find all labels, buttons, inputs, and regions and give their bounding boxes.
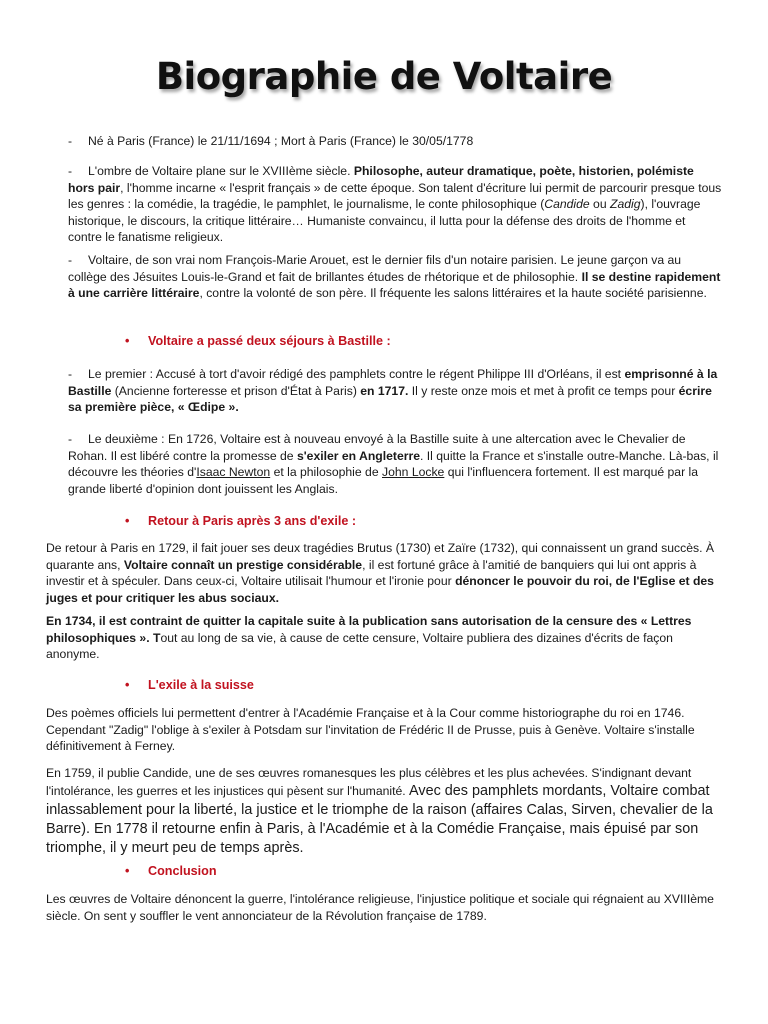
- text-run: L'ombre de Voltaire plane sur le XVIIIème siècle.: [88, 164, 354, 178]
- bold-run: En 1734, il est contraint de quitter la capitale suite à la publication sans autorisation de la censure des « Lettres philosophiques ». T: [46, 614, 692, 645]
- large-text-run: Avec des pamphlets mordants, Voltaire combat inlassablement pour la liberté, la justice et le triomphe de la raison (affaires Calas, Sirven, chevalier de la Barre). En 1778 il retourne enfin à Paris, à l'Académie et à la Comédie Française, mais épuisé par son triomphe, il y meurt peu de temps après.: [46, 782, 713, 856]
- text-run: Le deuxième : En 1726, Voltaire est à nouveau envoyé à la Bastille suite à une altercation avec le Chevalier de Rohan. Il est libéré contre la promesse de: [68, 432, 686, 463]
- heading-label: Voltaire a passé deux séjours à Bastille :: [148, 334, 391, 348]
- text-run: out au long de sa vie, à cause de cette censure, Voltaire publiera des dizaines d'écrits de façon anonyme.: [46, 630, 673, 662]
- bold-run: écrire sa première pièce, « Œdipe ».: [68, 383, 712, 415]
- italic-run: Candide: [544, 197, 590, 212]
- bold-run: dénoncer le pouvoir du roi, de l'Eglise et des juges et pour critiquer les abus sociaux.: [46, 574, 714, 605]
- intro-paragraph: [68, 163, 722, 246]
- section-heading-conclusion: [125, 863, 217, 880]
- candide-paragraph: [46, 765, 724, 858]
- bold-run: s'exiler en Angleterre: [296, 448, 421, 463]
- conclusion-paragraph: Les œuvres de Voltaire dénoncent la guerre, l'intolérance religieuse, l'injustice politique et sociale qui régnaient au XVIIIème siècle. On sent y souffler le vent annonciateur de la Révolution française de 1789.: [46, 892, 714, 923]
- return-paragraph: [46, 540, 724, 606]
- text-run: , il est fortuné grâce à l'amitié de banquiers qui lui ont appris à investir et à spéculer. Dans ceux-ci, Voltaire utilisait l'humour et l'ironie pour: [46, 557, 697, 589]
- bullet-marker: •: [125, 864, 130, 878]
- dash-marker: -: [68, 367, 73, 381]
- bold-run: Il se destine rapidement à une carrière littéraire: [68, 269, 721, 301]
- text-run: De retour à Paris en 1729, il fait jouer ses deux tragédies Brutus (1730) et Zaïre (1732), qui connaissent un grand succès. À quarante ans,: [46, 541, 714, 572]
- link-john-locke[interactable]: John Locke: [382, 465, 445, 480]
- birth-death-text: Né à Paris (France) le 21/11/1694 ; Mort à Paris (France) le 30/05/1778: [88, 134, 474, 148]
- text-run: Il y reste onze mois et met à profit ce temps pour: [408, 383, 679, 398]
- section-heading-suisse: [125, 677, 254, 694]
- text-run: et la philosophie de: [270, 465, 382, 480]
- text-run: Le premier : Accusé à tort d'avoir rédigé des pamphlets contre le régent Philippe III d'Orléans, il est: [88, 367, 625, 381]
- text-run: , contre la volonté de son père. Il fréquente les salons littéraires et la haute société parisienne.: [199, 286, 707, 301]
- link-isaac-newton[interactable]: Isaac Newton: [196, 465, 271, 480]
- early-life-paragraph: [68, 252, 722, 302]
- second-stay-paragraph: [68, 431, 722, 497]
- text-run: qui l'influencera fortement. Il est marqué par la grande liberté d'opinion dont jouissent les Anglais.: [68, 465, 698, 496]
- first-stay-paragraph: [68, 366, 722, 416]
- text-run: , l'homme incarne « l'esprit français » de cette époque. Son talent d'écriture lui permit de parcourir presque tous les genres : la comédie, la tragédie, le pamphlet, le journalisme, le conte philosophique (: [68, 180, 722, 212]
- section-heading-bastille: [125, 333, 391, 350]
- bullet-marker: •: [125, 514, 130, 528]
- dash-marker: -: [68, 253, 73, 267]
- heading-label: Conclusion: [148, 864, 217, 878]
- italic-run: Zadig: [610, 197, 641, 212]
- text-run: (Ancienne forteresse et prison d'État à Paris): [111, 383, 361, 398]
- bold-run: emprisonné à la Bastille: [68, 367, 718, 398]
- text-run: ou: [589, 197, 611, 212]
- bold-run: Voltaire connaît un prestige considérable: [123, 557, 363, 572]
- bold-run: en 1717.: [360, 383, 409, 398]
- bullet-marker: •: [125, 334, 130, 348]
- dash-marker: -: [68, 134, 73, 148]
- dash-marker: -: [68, 164, 73, 178]
- text-run: En 1759, il publie Candide, une de ses œuvres romanesques les plus célèbres et les plus achevées. S'indignant devant l'intolérance, les guerres et les injustices qui pèsent sur l'humanité.: [46, 766, 692, 798]
- bold-run: Philosophe, auteur dramatique, poète, historien, polémiste hors pair: [68, 164, 694, 195]
- text-run: ), l'ouvrage historique, le discours, la critique littéraire… Humaniste convaincu, il lutta pour la défense des droits de l'homme et contre le fanatisme religieux.: [68, 197, 701, 245]
- text-run: Voltaire, de son vrai nom François-Marie Arouet, est le dernier fils d'un notaire parisien. Le jeune garçon va au collège des Jésuites Louis-le-Grand et fait de brillantes études de rhétorique et de philosophie.: [68, 253, 682, 284]
- heading-label: Retour à Paris après 3 ans d'exile :: [148, 514, 357, 528]
- birth-death-line: [68, 133, 722, 150]
- dash-marker: -: [68, 432, 73, 446]
- censorship-paragraph: [46, 613, 724, 663]
- bullet-marker: •: [125, 678, 130, 692]
- section-heading-retour: [125, 513, 356, 530]
- heading-label: L'exile à la suisse: [148, 678, 254, 692]
- page-title: Biographie de Voltaire: [155, 55, 613, 98]
- exile-paragraph: Des poèmes officiels lui permettent d'entrer à l'Académie Française et à la Cour comme historiographe du roi en 1746. Cependant "Zadig" l'oblige à s'exiler à Potsdam sur l'invitation de Frédéric II de Prusse, puis à Genève. Voltaire s'installe définitivement à Ferney.: [46, 706, 695, 754]
- text-run: . Il quitte la France et s'installe outre-Manche. Là-bas, il découvre les théories d': [68, 448, 719, 480]
